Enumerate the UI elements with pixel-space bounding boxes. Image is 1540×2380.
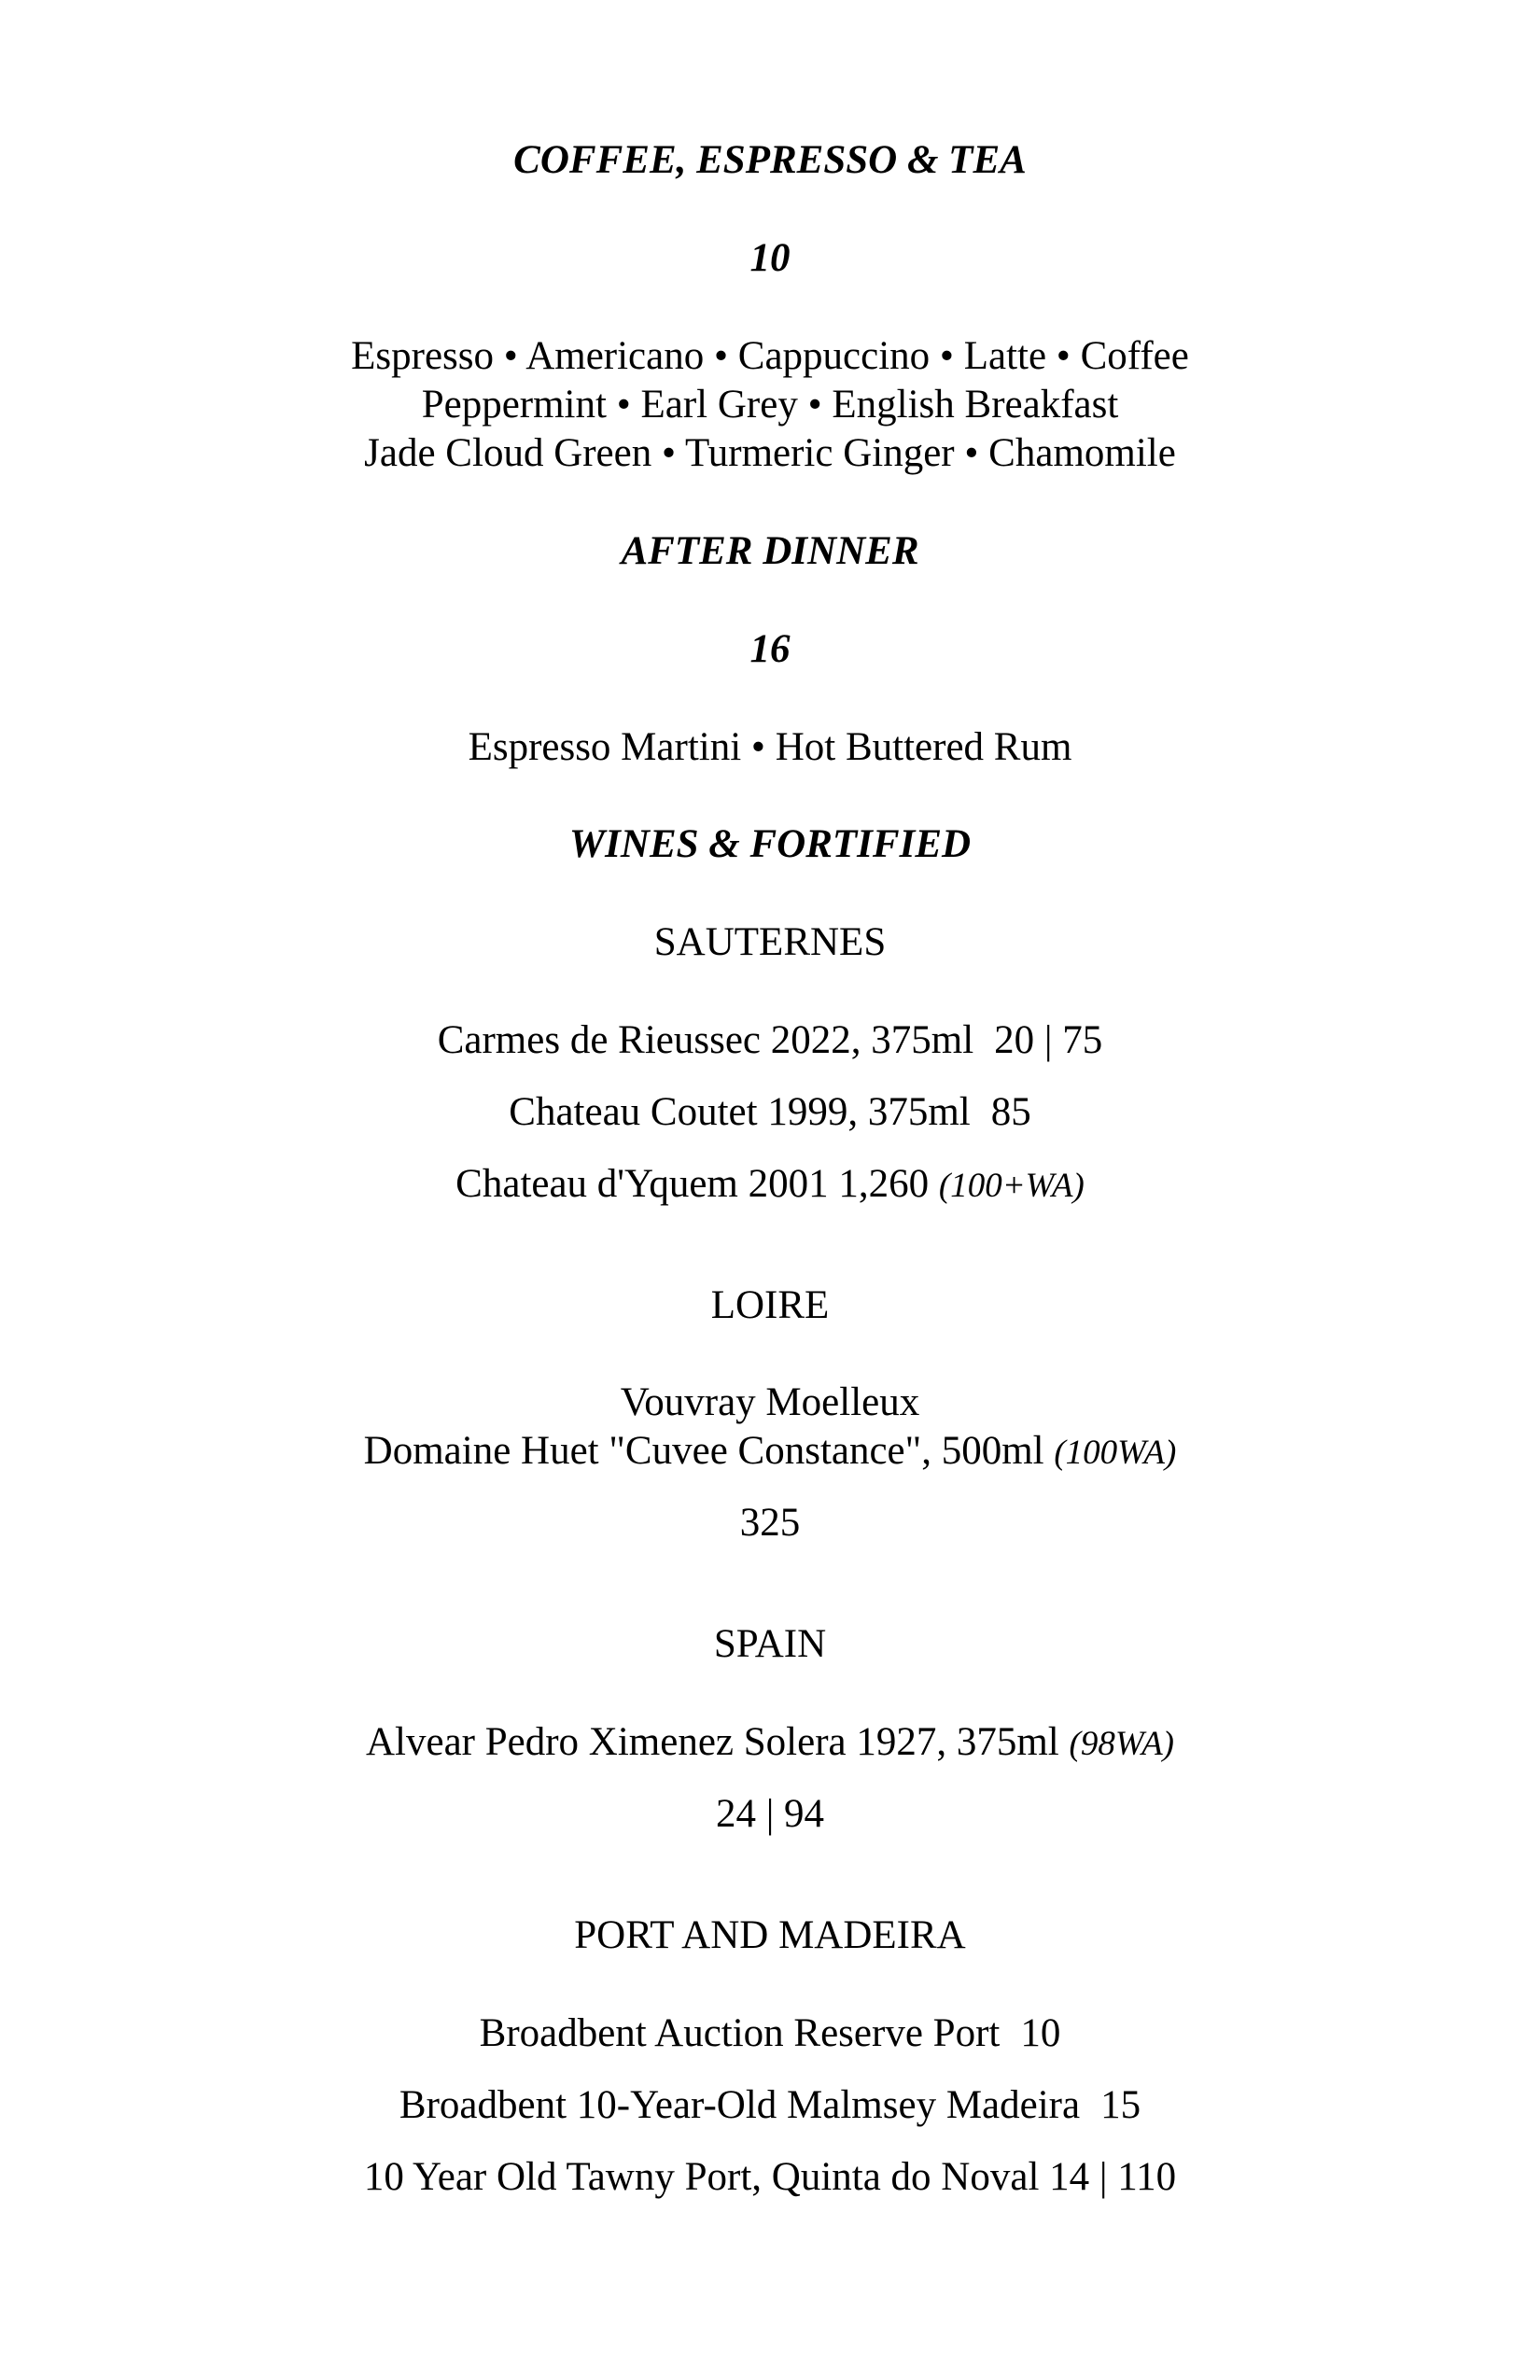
item-name: Alvear Pedro Ximenez Solera 1927, 375ml (366, 1720, 1059, 1764)
spain-price: 24 | 94 (715, 1792, 825, 1836)
coffee-line-1: Espresso • Americano • Cappuccino • Latte • Coffee (351, 334, 1189, 378)
port-heading: PORT AND MADEIRA (574, 1913, 966, 1957)
loire-line-2 (0, 1427, 1540, 1477)
item-name: Broadbent Auction Reserve Port (479, 2011, 1001, 2055)
item-price: 15 (1100, 2083, 1141, 2127)
sauternes-item (0, 1088, 1540, 1137)
coffee-heading: COFFEE, ESPRESSO & TEA (513, 138, 1027, 182)
port-item (0, 2081, 1540, 2130)
after-dinner-heading: AFTER DINNER (621, 529, 919, 573)
coffee-line-2: Peppermint • Earl Grey • English Breakfast (421, 383, 1119, 427)
rating-note: (98WA) (1069, 1725, 1174, 1763)
sauternes-heading: SAUTERNES (653, 920, 887, 964)
item-price: 85 (990, 1090, 1031, 1134)
item-name: Chateau Coutet 1999, 375ml (509, 1090, 971, 1134)
wines-heading: WINES & FORTIFIED (568, 822, 972, 866)
after-dinner-line: Espresso Martini • Hot Buttered Rum (468, 725, 1072, 769)
loire-line-1: Vouvray Moelleux (620, 1380, 920, 1424)
coffee-price: 10 (749, 236, 791, 280)
port-item: 10 Year Old Tawny Port, Quinta do Noval 14 | 110 (363, 2155, 1177, 2199)
rating-note: (100WA) (1054, 1434, 1177, 1472)
port-item (0, 2009, 1540, 2058)
after-dinner-price: 16 (749, 627, 791, 671)
sauternes-item (0, 1160, 1540, 1211)
item-name: Chateau d'Yquem 2001 1,260 (455, 1162, 930, 1206)
loire-price: 325 (739, 1501, 801, 1545)
rating-note: (100+WA) (938, 1167, 1085, 1205)
item-name: Broadbent 10-Year-Old Malmsey Madeira (399, 2083, 1081, 2127)
item-name: Carmes de Rieussec 2022, 375ml (437, 1018, 974, 1062)
item-price: 20 | 75 (994, 1018, 1103, 1062)
spain-item (0, 1718, 1540, 1769)
coffee-line-3: Jade Cloud Green • Turmeric Ginger • Chamomile (364, 431, 1176, 475)
spain-heading: SPAIN (713, 1622, 827, 1666)
loire-heading: LOIRE (710, 1283, 830, 1327)
item-name: Domaine Huet "Cuvee Constance", 500ml (363, 1429, 1044, 1473)
item-price: 10 (1020, 2011, 1061, 2055)
sauternes-item (0, 1016, 1540, 1065)
